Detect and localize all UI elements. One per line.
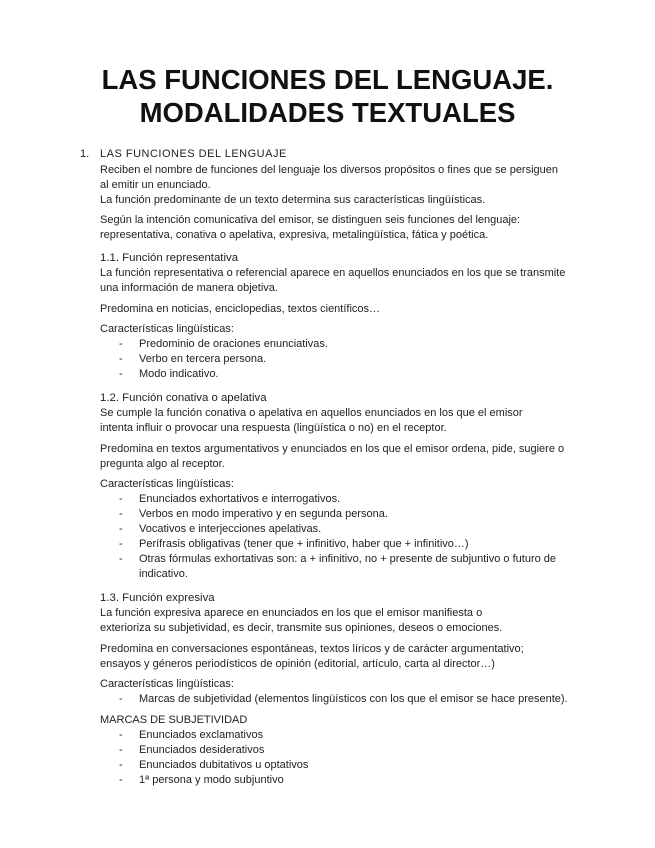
list-item: Vocativos e interjecciones apelativas.	[139, 523, 322, 535]
paragraph-line: ensayos y géneros periodísticos de opinión (editorial, artículo, carta al director…)	[100, 658, 495, 670]
list-item: Marcas de subjetividad (elementos lingüísticos con los que el emisor se hace presente).	[139, 693, 568, 705]
paragraph-line: La función expresiva aparece en enunciados en los que el emisor manifiesta o	[100, 607, 483, 619]
document-title-line-2: MODALIDADES TEXTUALES	[139, 97, 516, 128]
paragraph-line: Se cumple la función conativa o apelativa en aquellos enunciados en los que el emisor	[100, 407, 523, 419]
bullet-dash: -	[119, 338, 123, 350]
paragraph-line: intenta influir o provocar una respuesta (lingüística o no) en el receptor.	[100, 422, 447, 434]
paragraph-line: exterioriza su subjetividad, es decir, transmite sus opiniones, deseos o emociones.	[100, 622, 503, 634]
list-item: Enunciados dubitativos u optativos	[139, 759, 309, 771]
paragraph-line: pregunta algo al receptor.	[100, 458, 225, 470]
list-item: Otras fórmulas exhortativas son: a + infinitivo, no + presente de subjuntivo o futuro de	[139, 553, 557, 565]
features-label: Características lingüísticas:	[100, 678, 234, 690]
features-label: Características lingüísticas:	[100, 478, 234, 490]
section-number: 1.	[80, 148, 90, 160]
bullet-dash: -	[119, 744, 123, 756]
subsection-heading: 1.1. Función representativa	[100, 252, 239, 264]
paragraph-line: Predomina en conversaciones espontáneas, textos líricos y de carácter argumentativo;	[100, 643, 524, 655]
paragraph-line: una información de manera objetiva.	[100, 282, 278, 294]
list-item: Verbo en tercera persona.	[139, 353, 267, 365]
features-label: Características lingüísticas:	[100, 323, 234, 335]
list-item: Verbos en modo imperativo y en segunda persona.	[139, 508, 388, 520]
list-item: Enunciados exclamativos	[139, 729, 264, 741]
bullet-dash: -	[119, 368, 123, 380]
paragraph-line: Predomina en textos argumentativos y enunciados en los que el emisor ordena, pide, sugiere o	[100, 443, 565, 455]
document-title-line-1: LAS FUNCIONES DEL LENGUAJE.	[101, 64, 554, 95]
list-item-continuation: indicativo.	[139, 568, 188, 580]
intro-line: Reciben el nombre de funciones del lenguaje los diversos propósitos o fines que se persiguen	[100, 164, 559, 176]
paragraph-line: Predomina en noticias, enciclopedias, textos científicos…	[100, 303, 381, 315]
subsection-heading: 1.2. Función conativa o apelativa	[100, 392, 267, 404]
marcas-heading: MARCAS DE SUBJETIVIDAD	[100, 714, 248, 726]
bullet-dash: -	[119, 508, 123, 520]
list-item: Predominio de oraciones enunciativas.	[139, 338, 328, 350]
list-item: Enunciados desiderativos	[139, 744, 265, 756]
bullet-dash: -	[119, 774, 123, 786]
list-item: Enunciados exhortativos e interrogativos.	[139, 493, 341, 505]
section-heading: LAS FUNCIONES DEL LENGUAJE	[100, 148, 287, 160]
bullet-dash: -	[119, 523, 123, 535]
intro-line: al emitir un enunciado.	[100, 179, 211, 191]
bullet-dash: -	[119, 729, 123, 741]
functions-line: representativa, conativa o apelativa, expresiva, metalingüística, fática y poética.	[100, 229, 489, 241]
bullet-dash: -	[119, 759, 123, 771]
subsection-heading: 1.3. Función expresiva	[100, 592, 215, 604]
bullet-dash: -	[119, 493, 123, 505]
bullet-dash: -	[119, 353, 123, 365]
intro-line: La función predominante de un texto determina sus características lingüísticas.	[100, 194, 486, 206]
functions-line: Según la intención comunicativa del emisor, se distinguen seis funciones del lenguaje:	[100, 214, 521, 226]
bullet-dash: -	[119, 693, 123, 705]
bullet-dash: -	[119, 538, 123, 550]
list-item: Perífrasis obligativas (tener que + infinitivo, haber que + infinitivo…)	[139, 538, 469, 550]
list-item: Modo indicativo.	[139, 368, 219, 380]
bullet-dash: -	[119, 553, 123, 565]
paragraph-line: La función representativa o referencial aparece en aquellos enunciados en los que se transmite	[100, 267, 566, 279]
list-item: 1ª persona y modo subjuntivo	[139, 774, 284, 786]
